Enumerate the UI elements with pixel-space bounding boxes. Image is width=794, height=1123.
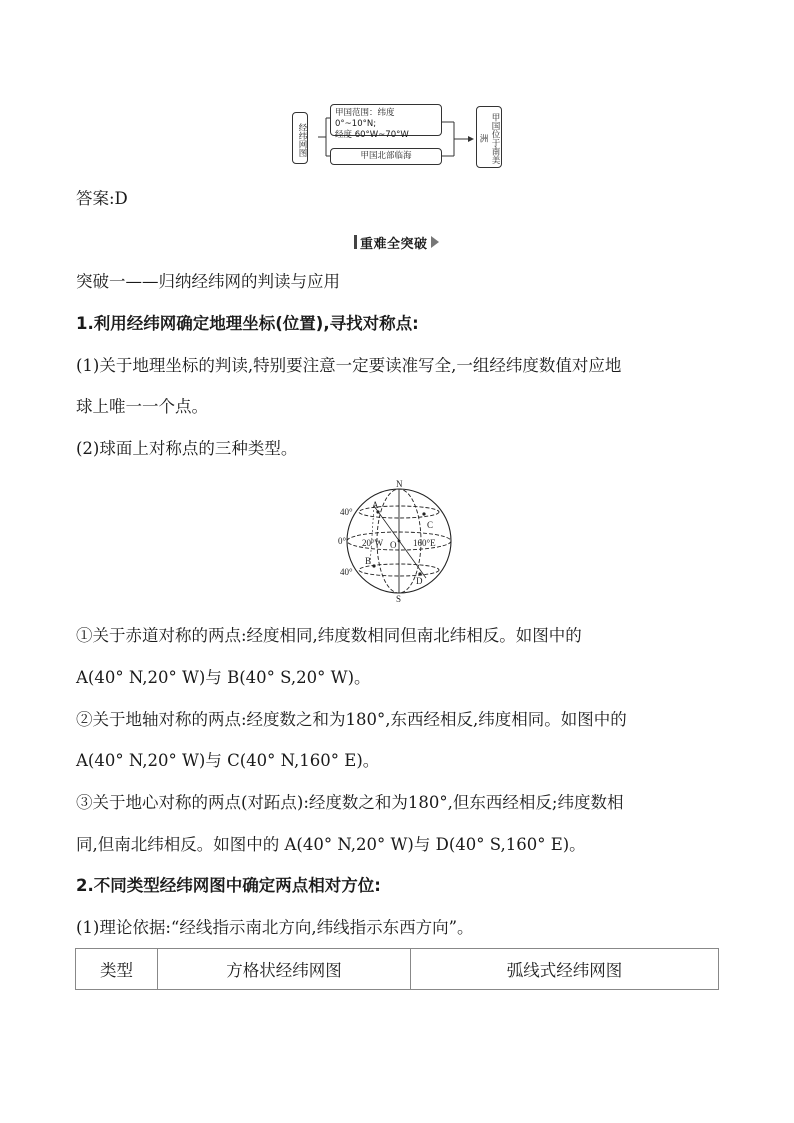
label-b: B	[365, 556, 372, 566]
section-title: 重难全突破	[360, 236, 428, 252]
table-header-arc: 弧线式经纬网图	[411, 949, 719, 990]
point-a	[376, 510, 379, 513]
label-s: S	[396, 594, 402, 604]
table-header-grid: 方格状经纬网图	[158, 949, 411, 990]
flow-diagram	[292, 104, 522, 170]
flow-range-line2: 经度 60°W~70°W	[335, 130, 409, 140]
section-header	[354, 232, 439, 252]
point-o	[398, 540, 401, 543]
flow-source-box: 经纬网图	[292, 112, 308, 164]
point-c	[422, 512, 425, 515]
type3-line2: 同,但南北纬相反。如图中的 A(40° N,20° W)与 D(40° S,160° E)。	[76, 835, 586, 854]
type2-line2: A(40° N,20° W)与 C(40° N,160° E)。	[76, 751, 380, 770]
section-arrow-icon	[431, 236, 439, 248]
globe-diagram	[334, 478, 464, 604]
heading-1: 1.利用经纬网确定地理坐标(位置),寻找对称点:	[76, 314, 419, 333]
label-lon-160e: 160°E	[413, 538, 436, 548]
comparison-table	[75, 948, 719, 990]
label-o: O	[390, 540, 397, 550]
table-header-row	[76, 949, 719, 990]
section-bar-icon	[354, 235, 357, 249]
flow-range-line1: 甲国范围：纬度 0°~10°N;	[335, 108, 395, 129]
label-d: D	[416, 576, 423, 586]
table-header-type: 类型	[76, 949, 158, 990]
type3-line1: ③关于地心对称的两点(对跖点):经度数之和为180°,但东西经相反;纬度数相	[76, 793, 624, 812]
type1-line1: ①关于赤道对称的两点:经度相同,纬度数相同但南北纬相反。如图中的	[76, 626, 582, 645]
theory-basis: (1)理论依据:“经线指示南北方向,纬线指示东西方向”。	[76, 918, 474, 937]
flow-range-box	[330, 104, 442, 140]
heading-2: 2.不同类型经纬网图中确定两点相对方位:	[76, 876, 381, 895]
para-1-line1: (1)关于地理坐标的判读,特别要注意一定要读准写全,一组经纬度数值对应地	[76, 356, 622, 375]
answer-text: 答案:D	[76, 189, 128, 208]
para-2: (2)球面上对称点的三种类型。	[76, 439, 298, 458]
label-c: C	[427, 520, 434, 530]
flow-coast-box: 甲国北部临海	[330, 148, 442, 165]
label-a: A	[372, 500, 379, 510]
breakthrough-title: 突破一——归纳经纬网的判读与应用	[76, 272, 340, 291]
label-n: N	[396, 479, 403, 489]
type1-line2: A(40° N,20° W)与 B(40° S,20° W)。	[76, 668, 371, 687]
label-lat-0: 0°	[338, 536, 347, 546]
label-lat-40s: 40°	[340, 567, 353, 577]
point-b	[372, 564, 375, 567]
flow-result-box: 甲国位于南美洲	[476, 106, 502, 168]
label-lat-40n: 40°	[340, 507, 353, 517]
label-lon-20w: 20°W	[362, 538, 384, 548]
para-1-line2: 球上唯一一个点。	[76, 397, 208, 416]
type2-line1: ②关于地轴对称的两点:经度数之和为180°,东西经相反,纬度相同。如图中的	[76, 710, 627, 729]
